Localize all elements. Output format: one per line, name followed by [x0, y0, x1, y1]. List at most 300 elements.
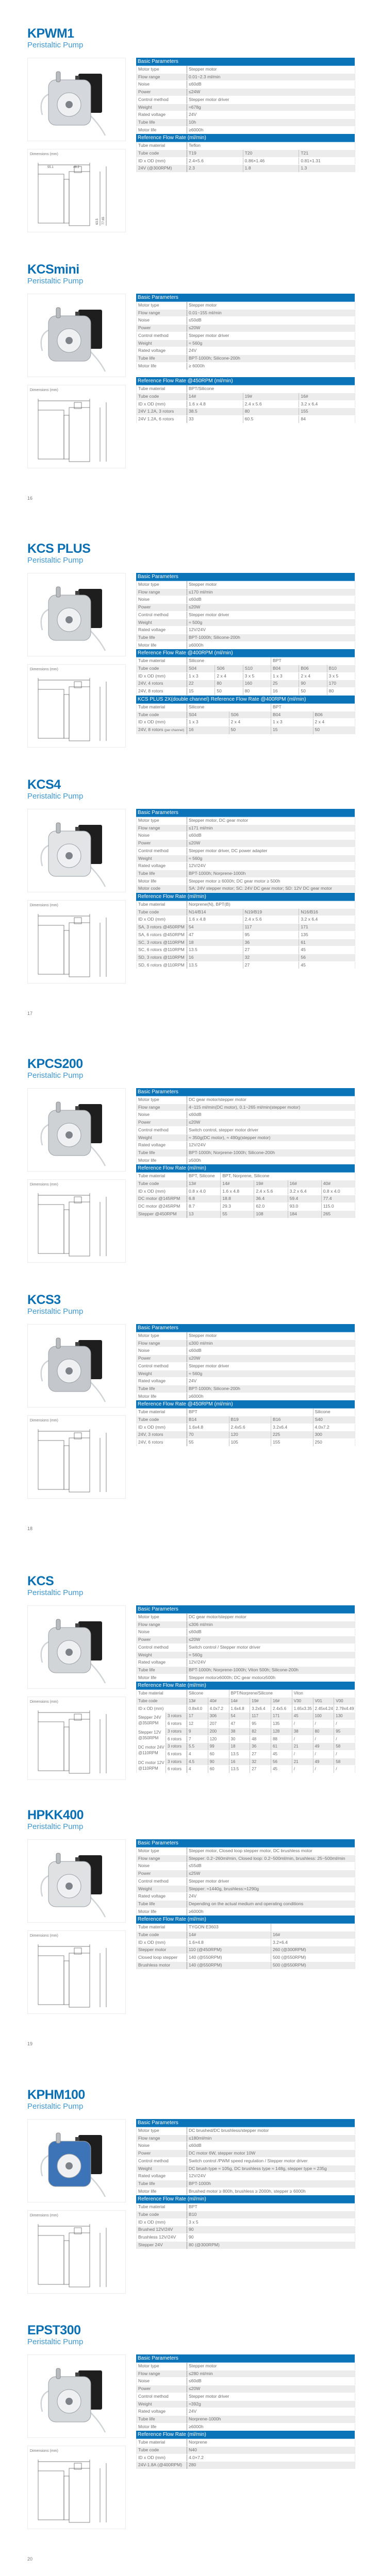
row-label: Weight [137, 1651, 187, 1659]
dimensions-label: Dimensions (mm) [30, 388, 58, 392]
table-row [137, 1877, 355, 1885]
row-value: 32 [250, 1758, 271, 1766]
row-value: 27 [243, 946, 299, 954]
dimensions-label: Dimensions (mm) [30, 1934, 58, 1938]
table-header: Basic Parameters [136, 809, 355, 817]
row-label: Weight [137, 340, 187, 347]
row-value: 93.0 [288, 1203, 321, 1211]
row-value: 30 [229, 1735, 250, 1743]
row-label: Power [137, 325, 187, 332]
table-row [137, 416, 355, 423]
row-value: 18.8 [221, 1195, 254, 1203]
row-value: ≤171 ml/min [187, 824, 355, 832]
flow-rate-table [136, 2431, 355, 2469]
row-value: ≤60dB [187, 596, 355, 604]
row-label: Tube code [137, 2211, 187, 2219]
row-label: Motor life [137, 2423, 187, 2431]
spec-table [136, 2127, 355, 2195]
row-label: Rated voltage [137, 2173, 187, 2180]
row-label: Power [137, 604, 187, 612]
row-label: Tube material [137, 1924, 187, 1931]
row-value: 38 [229, 1727, 250, 1735]
row-label: Motor type [137, 1614, 187, 1621]
row-label: SD, 6 rotors @110RPM [137, 961, 187, 969]
row-label: DC motor @145RPM [137, 1195, 187, 1203]
clamp-knob [56, 1102, 60, 1112]
row-label: DC motor 12V @110RPM [137, 1758, 166, 1773]
dimension-drawing [28, 674, 125, 746]
page-number: 17 [27, 1011, 33, 1016]
rotor-hub [65, 616, 73, 623]
row-value: ≤20W [187, 1636, 355, 1644]
row-value: ≤180ml/min [187, 2134, 355, 2142]
row-value: 90 [208, 1758, 229, 1766]
row-value: 13.5 [229, 1766, 250, 1773]
row-value: 45 [292, 1713, 313, 1720]
table-row [137, 1370, 355, 1378]
table-row [137, 2204, 355, 2211]
spec-table [136, 657, 355, 696]
row-value: 48 [250, 1735, 271, 1743]
product-title: KCS [27, 1574, 54, 1588]
row-value: S10 [243, 665, 271, 673]
row-label: Brushless motor [137, 1961, 187, 1969]
row-value: / [334, 1766, 355, 1773]
basic-parameters-table [136, 58, 355, 134]
row-label: Motor life [137, 126, 187, 134]
row-label: 24V, 3 rotors [137, 1431, 187, 1439]
row-value: 16 [271, 688, 299, 696]
pump-photo [28, 1325, 125, 1407]
dimension-drawing [28, 1425, 125, 1497]
table-row [137, 817, 355, 824]
row-label: ID x OD (mm) [137, 400, 187, 408]
row-value: / [313, 1720, 334, 1728]
basic-parameters-table [136, 1088, 355, 1164]
rotor-hub [65, 2162, 73, 2170]
row-value: Silicone [187, 704, 271, 711]
row-label: Tube life [137, 634, 187, 641]
table-row [137, 1104, 355, 1111]
row-label: 6 rotors [166, 1766, 187, 1773]
row-value: B10 [327, 665, 355, 673]
table-row [137, 1173, 355, 1180]
row-value: ≤20W [187, 604, 355, 612]
table-row [137, 1690, 355, 1697]
row-value: 135 [271, 1720, 292, 1728]
row-value: / [292, 1750, 313, 1758]
row-value: DC brush type ≈ 105g, DC brushless type ≈ 148g, stepper type ≈ 235g [187, 2165, 355, 2173]
product-subtitle: Peristaltic Pump [27, 792, 84, 801]
product-subtitle: Peristaltic Pump [27, 1822, 84, 1831]
row-label: Closed loop stepper [137, 1954, 187, 1962]
row-value: 1 x 3 [271, 719, 313, 726]
spec-tables [136, 1088, 355, 1218]
product-title: EPST300 [27, 2323, 81, 2337]
row-label: DC motor 24V @110RPM [137, 1743, 166, 1758]
row-value: 62.0 [254, 1203, 288, 1211]
row-value: / [334, 1720, 355, 1728]
row-label: DC motor @245RPM [137, 1203, 187, 1211]
row-value: 50 [299, 688, 327, 696]
table-row [137, 1210, 355, 1218]
row-value: BPT-1000h [187, 2180, 355, 2188]
table-row [137, 1378, 355, 1385]
row-value: 60 [208, 1766, 229, 1773]
table-row [137, 1855, 355, 1862]
table-row [137, 1946, 355, 1954]
product-subtitle: Peristaltic Pump [27, 1307, 84, 1316]
table-row [137, 2165, 355, 2173]
row-value: BPT-1000h; Norprene-1000h; Silicone-200h [187, 1149, 355, 1157]
row-label: Motor type [137, 2127, 187, 2134]
row-label: Tube material [137, 1409, 187, 1416]
table-row [137, 688, 355, 696]
row-value: 2.3 [187, 165, 243, 173]
table-row [137, 1629, 355, 1636]
table-row [137, 885, 355, 893]
row-value: S06 [215, 665, 243, 673]
row-value: 50 [215, 688, 243, 696]
row-value: 14# [221, 1180, 254, 1188]
row-value: 14# [187, 1931, 271, 1939]
table-row [137, 1674, 355, 1682]
table-row [137, 1766, 355, 1773]
spec-table [136, 2204, 355, 2249]
row-label: 24V (@300RPM) [137, 165, 187, 173]
row-value: 120 [229, 1431, 271, 1439]
row-label: Tube code [137, 711, 187, 719]
row-label: Control method [137, 847, 187, 855]
row-value: 29.3 [221, 1203, 254, 1211]
table-row [137, 2408, 355, 2416]
product-section-kcs-plus [0, 541, 380, 786]
basic-parameters-table [136, 573, 355, 649]
row-value: ≤20W [187, 840, 355, 848]
product-subtitle: Peristaltic Pump [27, 556, 84, 565]
row-label: Flow range [137, 1104, 187, 1111]
row-value: T21 [299, 150, 355, 158]
spec-tables [136, 2119, 355, 2249]
product-image [27, 294, 126, 377]
row-label: Tube material [137, 901, 187, 908]
table-row [137, 2211, 355, 2219]
row-label: Tube material [137, 1690, 187, 1697]
row-value: 36.4 [254, 1195, 288, 1203]
spec-table [136, 1614, 355, 1682]
row-value: Silicone [187, 657, 271, 665]
spec-tables [136, 1324, 355, 1447]
row-value: B06 [299, 665, 327, 673]
table-row [137, 1096, 355, 1104]
row-value: Stepper motor driver, DC power adapter [187, 847, 355, 855]
spec-tables [136, 1605, 355, 1773]
row-label: Flow range [137, 309, 187, 317]
row-value: Stepper motor [187, 66, 355, 73]
dimension-value: 77.65 [102, 216, 105, 225]
row-value: Silicone [187, 1690, 229, 1697]
row-value: 2 x 4 [299, 672, 327, 680]
rotor-hub [65, 337, 73, 344]
dimensions-label: Dimensions (mm) [30, 2449, 58, 2453]
row-label: Tube life [137, 1385, 187, 1393]
row-label: Flow range [137, 2134, 187, 2142]
row-value: 3 x 5 [243, 672, 271, 680]
row-value: S40 [313, 1416, 355, 1424]
row-label: Rated voltage [137, 1142, 187, 1149]
row-label: Control method [137, 1877, 187, 1885]
tube-left [41, 1361, 48, 1381]
table-row [137, 924, 355, 931]
table-row [137, 1149, 355, 1157]
tube-left [41, 609, 48, 630]
table-row [137, 1727, 355, 1735]
row-value: ≥6000h [187, 641, 355, 649]
dimension-drawing [28, 1189, 125, 1261]
row-value [271, 1924, 355, 1931]
flow-rate-table [136, 696, 355, 735]
table-row [137, 961, 355, 969]
product-title: KPHM100 [27, 2088, 85, 2102]
row-label: Motor type [137, 817, 187, 824]
row-value: Stepper: ≈1440g, brushless:≈1290g [187, 1885, 355, 1893]
row-label: Motor life [137, 1157, 187, 1164]
row-label: 24V 1.2A, 6 rotors [137, 416, 187, 423]
table-row [137, 1409, 355, 1416]
row-value: 3 x 5 [327, 672, 355, 680]
row-value: BPT [187, 2204, 355, 2211]
row-label: Control method [137, 1126, 187, 1134]
row-value: ≤24W [187, 89, 355, 96]
row-label: 3 rotors [166, 1713, 187, 1720]
table-row [137, 1939, 355, 1946]
table-row [137, 354, 355, 362]
row-value: BPT-1000h; Norprene-1000h; Viton 500h; Silicone-200h [187, 1666, 355, 1674]
row-value: ≤55dB [187, 1862, 355, 1870]
dimensions-label: Dimensions (mm) [30, 1700, 58, 1704]
row-value: B04 [271, 665, 299, 673]
row-value: 13# [187, 1698, 208, 1705]
row-value: BPT, Silicone [187, 1173, 221, 1180]
basic-parameters-table [136, 2354, 355, 2431]
row-value: 2 x 4 [313, 719, 355, 726]
row-value: 88 [271, 1735, 292, 1743]
row-value: B19 [229, 1416, 271, 1424]
row-value: / [334, 1750, 355, 1758]
row-label: ID x OD (mm) [137, 2218, 187, 2226]
row-label: 3 rotors [166, 1727, 187, 1735]
row-label: Tube life [137, 1149, 187, 1157]
row-value: 38 [292, 1727, 313, 1735]
row-value: 27 [250, 1750, 271, 1758]
row-label: Tube material [137, 2439, 187, 2446]
row-value: 95 [334, 1727, 355, 1735]
row-label: Power [137, 1119, 187, 1127]
row-label: Noise [137, 832, 187, 840]
table-row [137, 2454, 355, 2462]
row-value: 1.65x3.35 [292, 1705, 313, 1713]
row-label: Noise [137, 317, 187, 325]
row-label-note: (per channel) [164, 728, 185, 732]
table-row [137, 1111, 355, 1119]
row-label: Weight [137, 619, 187, 626]
row-value: 2.4x5.6 [229, 1423, 271, 1431]
row-label: 3 rotors [166, 1758, 187, 1766]
table-row [137, 711, 355, 719]
tube-left [41, 94, 48, 115]
row-value: Viton [292, 1690, 355, 1697]
table-row [137, 142, 355, 149]
table-row [137, 1961, 355, 1969]
product-title: KCS PLUS [27, 541, 91, 556]
row-label: SD, 3 rotors @110RPM [137, 954, 187, 961]
row-value: SA: 24V stepper motor; SC: 24V DC gear motor; SD: 12V DC gear motor [187, 885, 355, 893]
row-value: ≥6000h [187, 126, 355, 134]
tube-left [41, 845, 48, 866]
row-value: BPT/Silicone [187, 385, 355, 393]
row-value: 15 [187, 688, 215, 696]
row-label: ID x OD (mm) [137, 672, 187, 680]
dimensions-panel [27, 900, 126, 984]
dimensions-label: Dimensions (mm) [30, 2214, 58, 2217]
row-value: 12V/24V [187, 626, 355, 634]
row-label: Tube code [137, 1931, 187, 1939]
dimension-drawing [28, 395, 125, 467]
row-label: Power [137, 1355, 187, 1363]
table-row [137, 2173, 355, 2180]
table-header: Basic Parameters [136, 1324, 355, 1332]
row-label: Noise [137, 1111, 187, 1119]
row-label: Control method [137, 2393, 187, 2400]
row-value: B14 [187, 1416, 229, 1424]
row-value: ≤60dB [187, 81, 355, 89]
table-row [137, 1188, 355, 1195]
table-row [137, 2423, 355, 2431]
row-value: Silicone [313, 1409, 355, 1416]
row-value: 40# [208, 1698, 229, 1705]
row-value: Stepper: 0.2~260ml/min, Closed loop: 0.2~500ml/min, brushless: 25~500ml/min [187, 1855, 355, 1862]
row-value: 160 [243, 680, 271, 688]
spec-table [136, 817, 355, 893]
flow-rate-table [136, 134, 355, 173]
row-value: 117 [250, 1713, 271, 1720]
rotor-hub [65, 1367, 73, 1375]
dimension-drawing [28, 2220, 125, 2292]
table-header: Basic Parameters [136, 1088, 355, 1096]
flow-rate-table [136, 377, 355, 423]
tube-right [90, 866, 105, 887]
row-value: 207 [208, 1720, 229, 1728]
row-value: 54 [229, 1713, 250, 1720]
row-value: 61 [299, 939, 355, 946]
row-value: 1 x 3 [187, 672, 215, 680]
row-label: Weight [137, 1370, 187, 1378]
table-row [137, 1885, 355, 1893]
table-row [137, 385, 355, 393]
product-title: KPCS200 [27, 1057, 83, 1071]
row-value: 2.45x4.24 [313, 1705, 334, 1713]
row-value: 56 [299, 954, 355, 961]
row-value: 60.5 [243, 416, 299, 423]
row-value: 1.6 x 4.8 [221, 1188, 254, 1195]
table-row [137, 1347, 355, 1355]
row-value: ≈ 560g [187, 1370, 355, 1378]
row-label: Rated voltage [137, 1659, 187, 1667]
row-value: 95 [243, 931, 299, 939]
product-image [27, 2354, 126, 2438]
row-value: ≈ 350g(DC motor), ≈ 490g(stepper motor) [187, 1134, 355, 1142]
product-section-kpcs200 [0, 1059, 380, 1301]
clamp-knob [56, 587, 60, 597]
row-value: V30 [292, 1698, 313, 1705]
row-value: Depending on the actual medium and operating conditions [187, 1900, 355, 1908]
row-value: 0.8 x 4.0 [321, 1188, 355, 1195]
table-row [137, 2226, 355, 2234]
product-section-kpwm1 [0, 28, 380, 270]
spec-table [136, 302, 355, 370]
row-value: 80 [313, 1727, 334, 1735]
table-row [137, 641, 355, 649]
row-label: Motor type [137, 1332, 187, 1340]
row-value: 25 [271, 680, 299, 688]
product-title: HPKK400 [27, 1808, 84, 1822]
tube-right [90, 115, 105, 135]
row-value: 2.4 x 5.6 [254, 1188, 288, 1195]
tube-left [41, 1125, 48, 1145]
row-value: 500 (@550RPM) [271, 1961, 355, 1969]
table-row [137, 157, 355, 165]
table-row [137, 704, 355, 711]
row-label: 24V-1.8A (@400RPM) [137, 2462, 187, 2469]
row-label: Tube life [137, 1900, 187, 1908]
row-value: ≥6000h [187, 1393, 355, 1400]
row-value: 55 [221, 1210, 254, 1218]
flow-rate-table [136, 1916, 355, 1969]
table-row [137, 1119, 355, 1127]
row-label: Motor type [137, 581, 187, 588]
row-value: 18 [187, 939, 243, 946]
row-value: ≈678g [187, 104, 355, 111]
page-number: 16 [27, 496, 33, 501]
table-row [137, 1340, 355, 1347]
clamp-knob [56, 2133, 60, 2143]
row-value: ≤50dB [187, 317, 355, 325]
row-value: ≤280 ml/min [187, 2370, 355, 2378]
table-row [137, 901, 355, 908]
row-label: Motor code [137, 885, 187, 893]
product-subtitle: Peristaltic Pump [27, 41, 84, 49]
row-value: 8.7 [187, 1203, 221, 1211]
product-section-kcs [0, 1576, 380, 1818]
table-row [137, 626, 355, 634]
product-image [27, 58, 126, 141]
row-value: 12 [187, 1720, 208, 1728]
row-label: 24V, 8 rotors [137, 688, 187, 696]
table-header: Reference Flow Rate @450RPM (ml/min) [136, 377, 355, 385]
product-subtitle: Peristaltic Pump [27, 2102, 84, 2111]
pump-photo [28, 809, 125, 892]
spec-table [136, 66, 355, 134]
row-value: 2 x 4 [229, 719, 271, 726]
row-value: 171 [299, 924, 355, 931]
row-label: Noise [137, 596, 187, 604]
row-value: BPT, Norprene, Silicone [221, 1173, 355, 1180]
basic-parameters-table [136, 294, 355, 370]
row-value: 12V/24V [187, 2173, 355, 2180]
table-row [137, 96, 355, 104]
row-value: 3 x 5 [187, 2218, 355, 2226]
row-value: 100 [313, 1713, 334, 1720]
